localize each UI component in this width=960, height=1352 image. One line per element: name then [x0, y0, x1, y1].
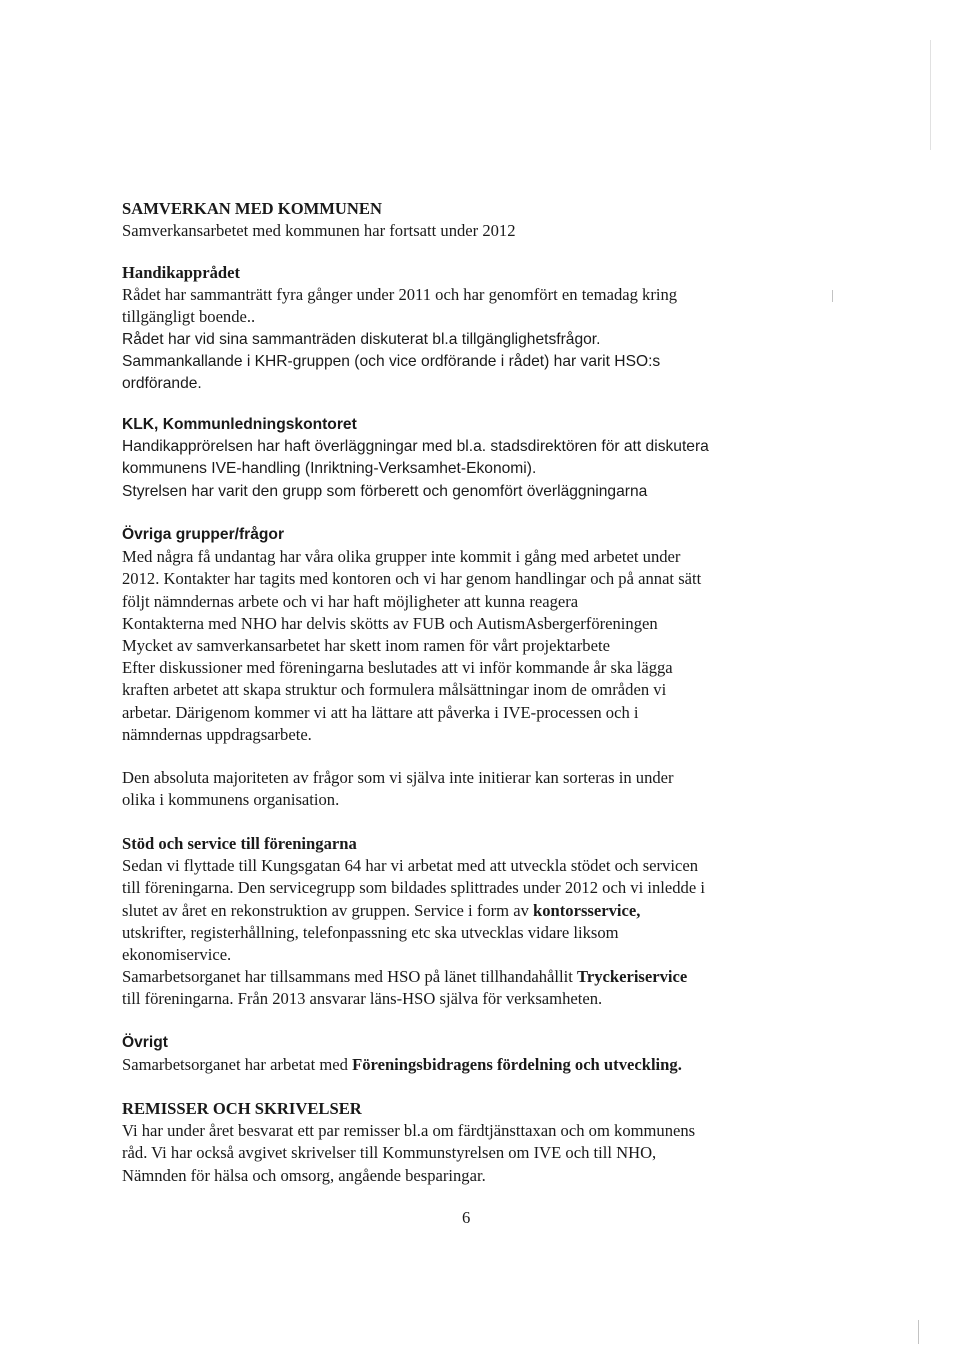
section-stod	[122, 833, 822, 1011]
paragraph-line: Med några få undantag har våra olika grupper inte kommit i gång med arbetet under	[122, 547, 681, 567]
paragraph-line: 2012. Kontakter har tagits med kontoren och vi har genom handlingar och på annat sätt	[122, 569, 702, 589]
paragraph-line: Handikapprörelsen har haft överläggningar med bl.a. stadsdirektören för att diskutera	[122, 438, 709, 456]
section-heading: SAMVERKAN MED KOMMUNEN	[122, 199, 382, 218]
paragraph-line: utskrifter, registerhållning, telefonpassning etc ska utvecklas vidare liksom	[122, 922, 619, 942]
section-remisser	[122, 1098, 822, 1187]
paragraph-line: Mycket av samverkansarbetet har skett inom ramen för vårt projektarbete	[122, 636, 610, 656]
section-samverkan	[122, 198, 822, 242]
section-heading: REMISSER OCH SKRIVELSER	[122, 1099, 362, 1118]
scan-artifact	[832, 290, 833, 302]
paragraph-text: Samarbetsorganet har arbetat med	[122, 1055, 353, 1075]
paragraph-line	[122, 1054, 822, 1076]
paragraph-line: Sammankallande i KHR-gruppen (och vice ordförande i rådet) har varit HSO:s	[122, 352, 661, 370]
paragraph-line: Rådet har vid sina sammanträden diskuterat bl.a tillgänglighetsfrågor.	[122, 330, 601, 348]
paragraph-line: Nämnden för hälsa och omsorg, angående besparingar.	[122, 1165, 486, 1185]
page-number: 6	[462, 1208, 471, 1227]
paragraph-line: ordförande.	[122, 375, 202, 393]
paragraph-line: nämndernas uppdragsarbete.	[122, 724, 312, 744]
paragraph-line: Den absoluta majoriteten av frågor som vi själva inte initierar kan sorteras in under	[122, 768, 674, 787]
paragraph-line: ekonomiservice.	[122, 945, 232, 965]
paragraph-line: till föreningarna. Den servicegrupp som bildades splittrades under 2012 och vi inledde i	[122, 878, 705, 898]
paragraph-line: kommunens IVE-handling (Inriktning-Verksamhet-Ekonomi).	[122, 460, 537, 478]
paragraph-line: till föreningarna. Från 2013 ansvarar läns-HSO själva för verksamheten.	[122, 989, 603, 1009]
paragraph-line: arbetar. Därigenom kommer vi att ha lättare att påverka i IVE-processen och i	[122, 702, 639, 722]
paragraph-text: slutet av året en rekonstruktion av gruppen. Service i form av	[122, 900, 534, 920]
paragraph-line: Efter diskussioner med föreningarna beslutades att vi inför kommande år ska lägga	[122, 658, 673, 678]
paragraph-line: Samverkansarbetet med kommunen har fortsatt under 2012	[122, 221, 516, 241]
section-klk	[122, 414, 822, 503]
paragraph-line: kraften arbetet att skapa struktur och formulera målsättningar inom de områden vi	[122, 680, 667, 700]
paragraph-line: Rådet har sammanträtt fyra gånger under 2011 och har genomfört en temadag kring	[122, 285, 678, 305]
paragraph-line: följt nämndernas arbete och vi har haft möjligheter att kunna reagera	[122, 591, 579, 611]
paragraph-line: Vi har under året besvarat ett par remisser bl.a om färdtjänsttaxan och om kommunens	[122, 1121, 696, 1141]
bold-text: Föreningsbidragens fördelning och utveckling.	[352, 1055, 682, 1075]
section-ovrigt	[122, 1032, 822, 1076]
section-heading: Övriga grupper/frågor	[122, 526, 285, 543]
paragraph-line: Kontakterna med NHO har delvis skötts av FUB och AutismAsbergerföreningen	[122, 613, 658, 633]
paragraph-text: Samarbetsorganet har tillsammans med HSO på länet tillhandahållit	[122, 967, 577, 987]
paragraph-line	[122, 966, 822, 988]
section-heading: Övrigt	[122, 1034, 168, 1051]
section-ovriga-extra	[122, 767, 822, 811]
paragraph-line: olika i kommunens organisation.	[122, 790, 340, 810]
bold-text: kontorsservice,	[533, 900, 641, 920]
paragraph-line: råd. Vi har också avgivet skrivelser till Kommunstyrelsen om IVE och till NHO,	[122, 1143, 657, 1163]
section-handikappradet	[122, 262, 822, 395]
paragraph-line: tillgängligt boende..	[122, 307, 256, 327]
section-ovriga	[122, 524, 822, 746]
scan-artifact	[930, 40, 931, 150]
bold-text: Tryckeriservice	[577, 967, 688, 987]
scan-artifact	[918, 1320, 919, 1344]
section-heading: Stöd och service till föreningarna	[122, 834, 357, 853]
section-heading: Handikapprådet	[122, 263, 241, 282]
section-heading: KLK, Kommunledningskontoret	[122, 416, 357, 433]
paragraph-line: Sedan vi flyttade till Kungsgatan 64 har vi arbetat med att utveckla stödet och servicen	[122, 856, 698, 876]
paragraph-line: Styrelsen har varit den grupp som förberett och genomfört överläggningarna	[122, 482, 648, 500]
paragraph-line	[122, 900, 822, 922]
